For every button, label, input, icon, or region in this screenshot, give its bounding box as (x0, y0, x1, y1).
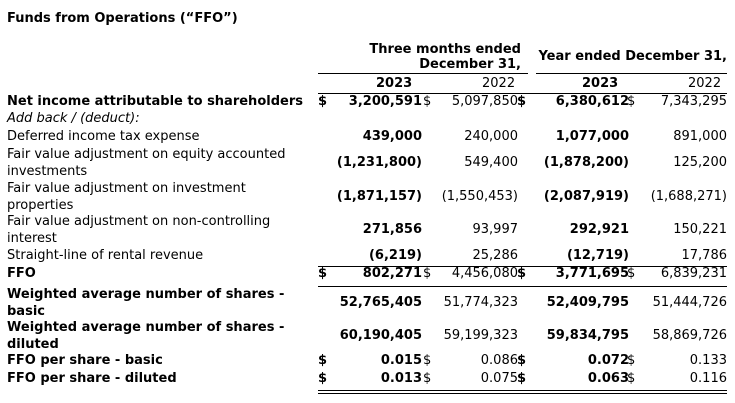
value-cell: 271,856 (362, 222, 422, 237)
currency-symbol: $ (318, 266, 328, 281)
rule-above-ffo (318, 266, 727, 267)
row-label-line: diluted (7, 336, 59, 352)
currency-symbol: $ (318, 94, 328, 109)
row-label (7, 147, 307, 180)
table-title: Funds from Operations (“FFO”) (7, 11, 238, 26)
value-cell: 1,077,000 (555, 129, 629, 144)
table-row (0, 248, 735, 265)
row-label-line: interest (7, 230, 57, 246)
value-cell: 3,771,695 (555, 266, 629, 281)
value-cell: 0.075 (480, 371, 518, 386)
value-cell: 59,199,323 (443, 328, 518, 343)
table-row (0, 147, 735, 180)
row-label (7, 111, 307, 128)
table-row (0, 371, 735, 388)
row-label (7, 320, 307, 353)
value-cell: (1,231,800) (336, 155, 422, 170)
value-cell: 549,400 (464, 155, 518, 170)
value-cell: 17,786 (681, 248, 727, 263)
header-three-months-line1: Three months ended (369, 42, 521, 57)
row-label (7, 353, 307, 370)
year-header-ye-current: 2023 (582, 76, 619, 91)
row-label-line: Fair value adjustment on non-controlling (7, 214, 271, 229)
value-cell: 93,997 (472, 222, 518, 237)
value-cell: (6,219) (368, 248, 422, 263)
row-label-line: basic (7, 303, 45, 319)
row-label (7, 94, 307, 111)
value-cell: 52,765,405 (339, 295, 422, 310)
value-cell: 0.013 (380, 371, 422, 386)
row-label-line: Add back / (deduct): (7, 111, 140, 126)
value-cell: (1,878,200) (543, 155, 629, 170)
row-label (7, 181, 307, 214)
currency-symbol: $ (423, 266, 432, 281)
value-cell: 439,000 (362, 129, 422, 144)
currency-symbol: $ (517, 94, 527, 109)
row-label-line: Straight-line of rental revenue (7, 248, 204, 263)
value-cell: (1,550,453) (441, 189, 518, 204)
value-cell: 0.063 (587, 371, 629, 386)
header-rule-three-months (318, 73, 528, 74)
table-row (0, 181, 735, 214)
header-rule-year-ended (536, 73, 727, 74)
rule-bottom-double-2 (318, 393, 727, 394)
value-cell: 0.133 (689, 353, 727, 368)
currency-symbol: $ (627, 94, 636, 109)
row-label-line: FFO per share - diluted (7, 371, 177, 386)
year-header-ye-prior: 2022 (688, 76, 722, 91)
value-cell: 802,271 (362, 266, 422, 281)
table-row (0, 214, 735, 247)
currency-symbol: $ (627, 266, 636, 281)
value-cell: 25,286 (472, 248, 518, 263)
value-cell: 60,190,405 (339, 328, 422, 343)
value-cell: 292,921 (569, 222, 629, 237)
row-label (7, 266, 307, 283)
value-cell: 0.015 (380, 353, 422, 368)
row-label-line: Net income attributable to shareholders (7, 94, 303, 109)
rule-below-ffo (318, 286, 727, 287)
header-three-months-line2: December 31, (419, 57, 521, 72)
table-row (0, 111, 735, 128)
year-header-3m-current: 2023 (376, 76, 413, 91)
value-cell: 0.086 (480, 353, 518, 368)
table-row (0, 287, 735, 320)
table-row (0, 353, 735, 370)
value-cell: 6,380,612 (555, 94, 629, 109)
row-label-line: Weighted average number of shares - (7, 287, 285, 302)
value-cell: 150,221 (673, 222, 727, 237)
currency-symbol: $ (318, 353, 328, 368)
row-label-line: FFO per share - basic (7, 353, 163, 368)
currency-symbol: $ (318, 371, 328, 386)
value-cell: (1,688,271) (650, 189, 727, 204)
row-label (7, 129, 307, 146)
currency-symbol: $ (517, 371, 527, 386)
currency-symbol: $ (517, 266, 527, 281)
value-cell: 891,000 (673, 129, 727, 144)
value-cell: 51,444,726 (652, 295, 727, 310)
value-cell: 4,456,080 (451, 266, 518, 281)
row-label (7, 248, 307, 265)
rule-bottom-double-1 (318, 390, 727, 391)
row-label-line: properties (7, 197, 74, 213)
value-cell: 5,097,850 (451, 94, 518, 109)
value-cell: 7,343,295 (660, 94, 727, 109)
currency-symbol: $ (423, 371, 432, 386)
value-cell: 59,834,795 (546, 328, 629, 343)
value-cell: 52,409,795 (546, 295, 629, 310)
value-cell: 125,200 (673, 155, 727, 170)
row-label-line: investments (7, 163, 88, 179)
header-year-ended: Year ended December 31, (538, 49, 727, 64)
row-label-line: Fair value adjustment on equity accounted (7, 147, 286, 162)
currency-symbol: $ (423, 94, 432, 109)
currency-symbol: $ (627, 353, 636, 368)
table-row (0, 320, 735, 353)
row-label-line: Fair value adjustment on investment (7, 181, 246, 196)
value-cell: (12,719) (566, 248, 629, 263)
value-cell: 0.116 (689, 371, 727, 386)
year-header-3m-prior: 2022 (482, 76, 516, 91)
row-label-line: FFO (7, 266, 36, 281)
value-cell: 0.072 (587, 353, 629, 368)
header-three-months (369, 42, 521, 72)
value-cell: 240,000 (464, 129, 518, 144)
currency-symbol: $ (517, 353, 527, 368)
value-cell: 51,774,323 (443, 295, 518, 310)
row-label (7, 371, 307, 388)
value-cell: 3,200,591 (348, 94, 422, 109)
table-row (0, 266, 735, 283)
currency-symbol: $ (423, 353, 432, 368)
value-cell: (2,087,919) (543, 189, 629, 204)
row-label (7, 287, 307, 320)
currency-symbol: $ (627, 371, 636, 386)
value-cell: 6,839,231 (660, 266, 727, 281)
value-cell: (1,871,157) (336, 189, 422, 204)
table-row (0, 129, 735, 146)
value-cell: 58,869,726 (652, 328, 727, 343)
row-label-line: Weighted average number of shares - (7, 320, 285, 335)
table-row (0, 94, 735, 111)
row-label-line: Deferred income tax expense (7, 129, 200, 144)
row-label (7, 214, 307, 247)
